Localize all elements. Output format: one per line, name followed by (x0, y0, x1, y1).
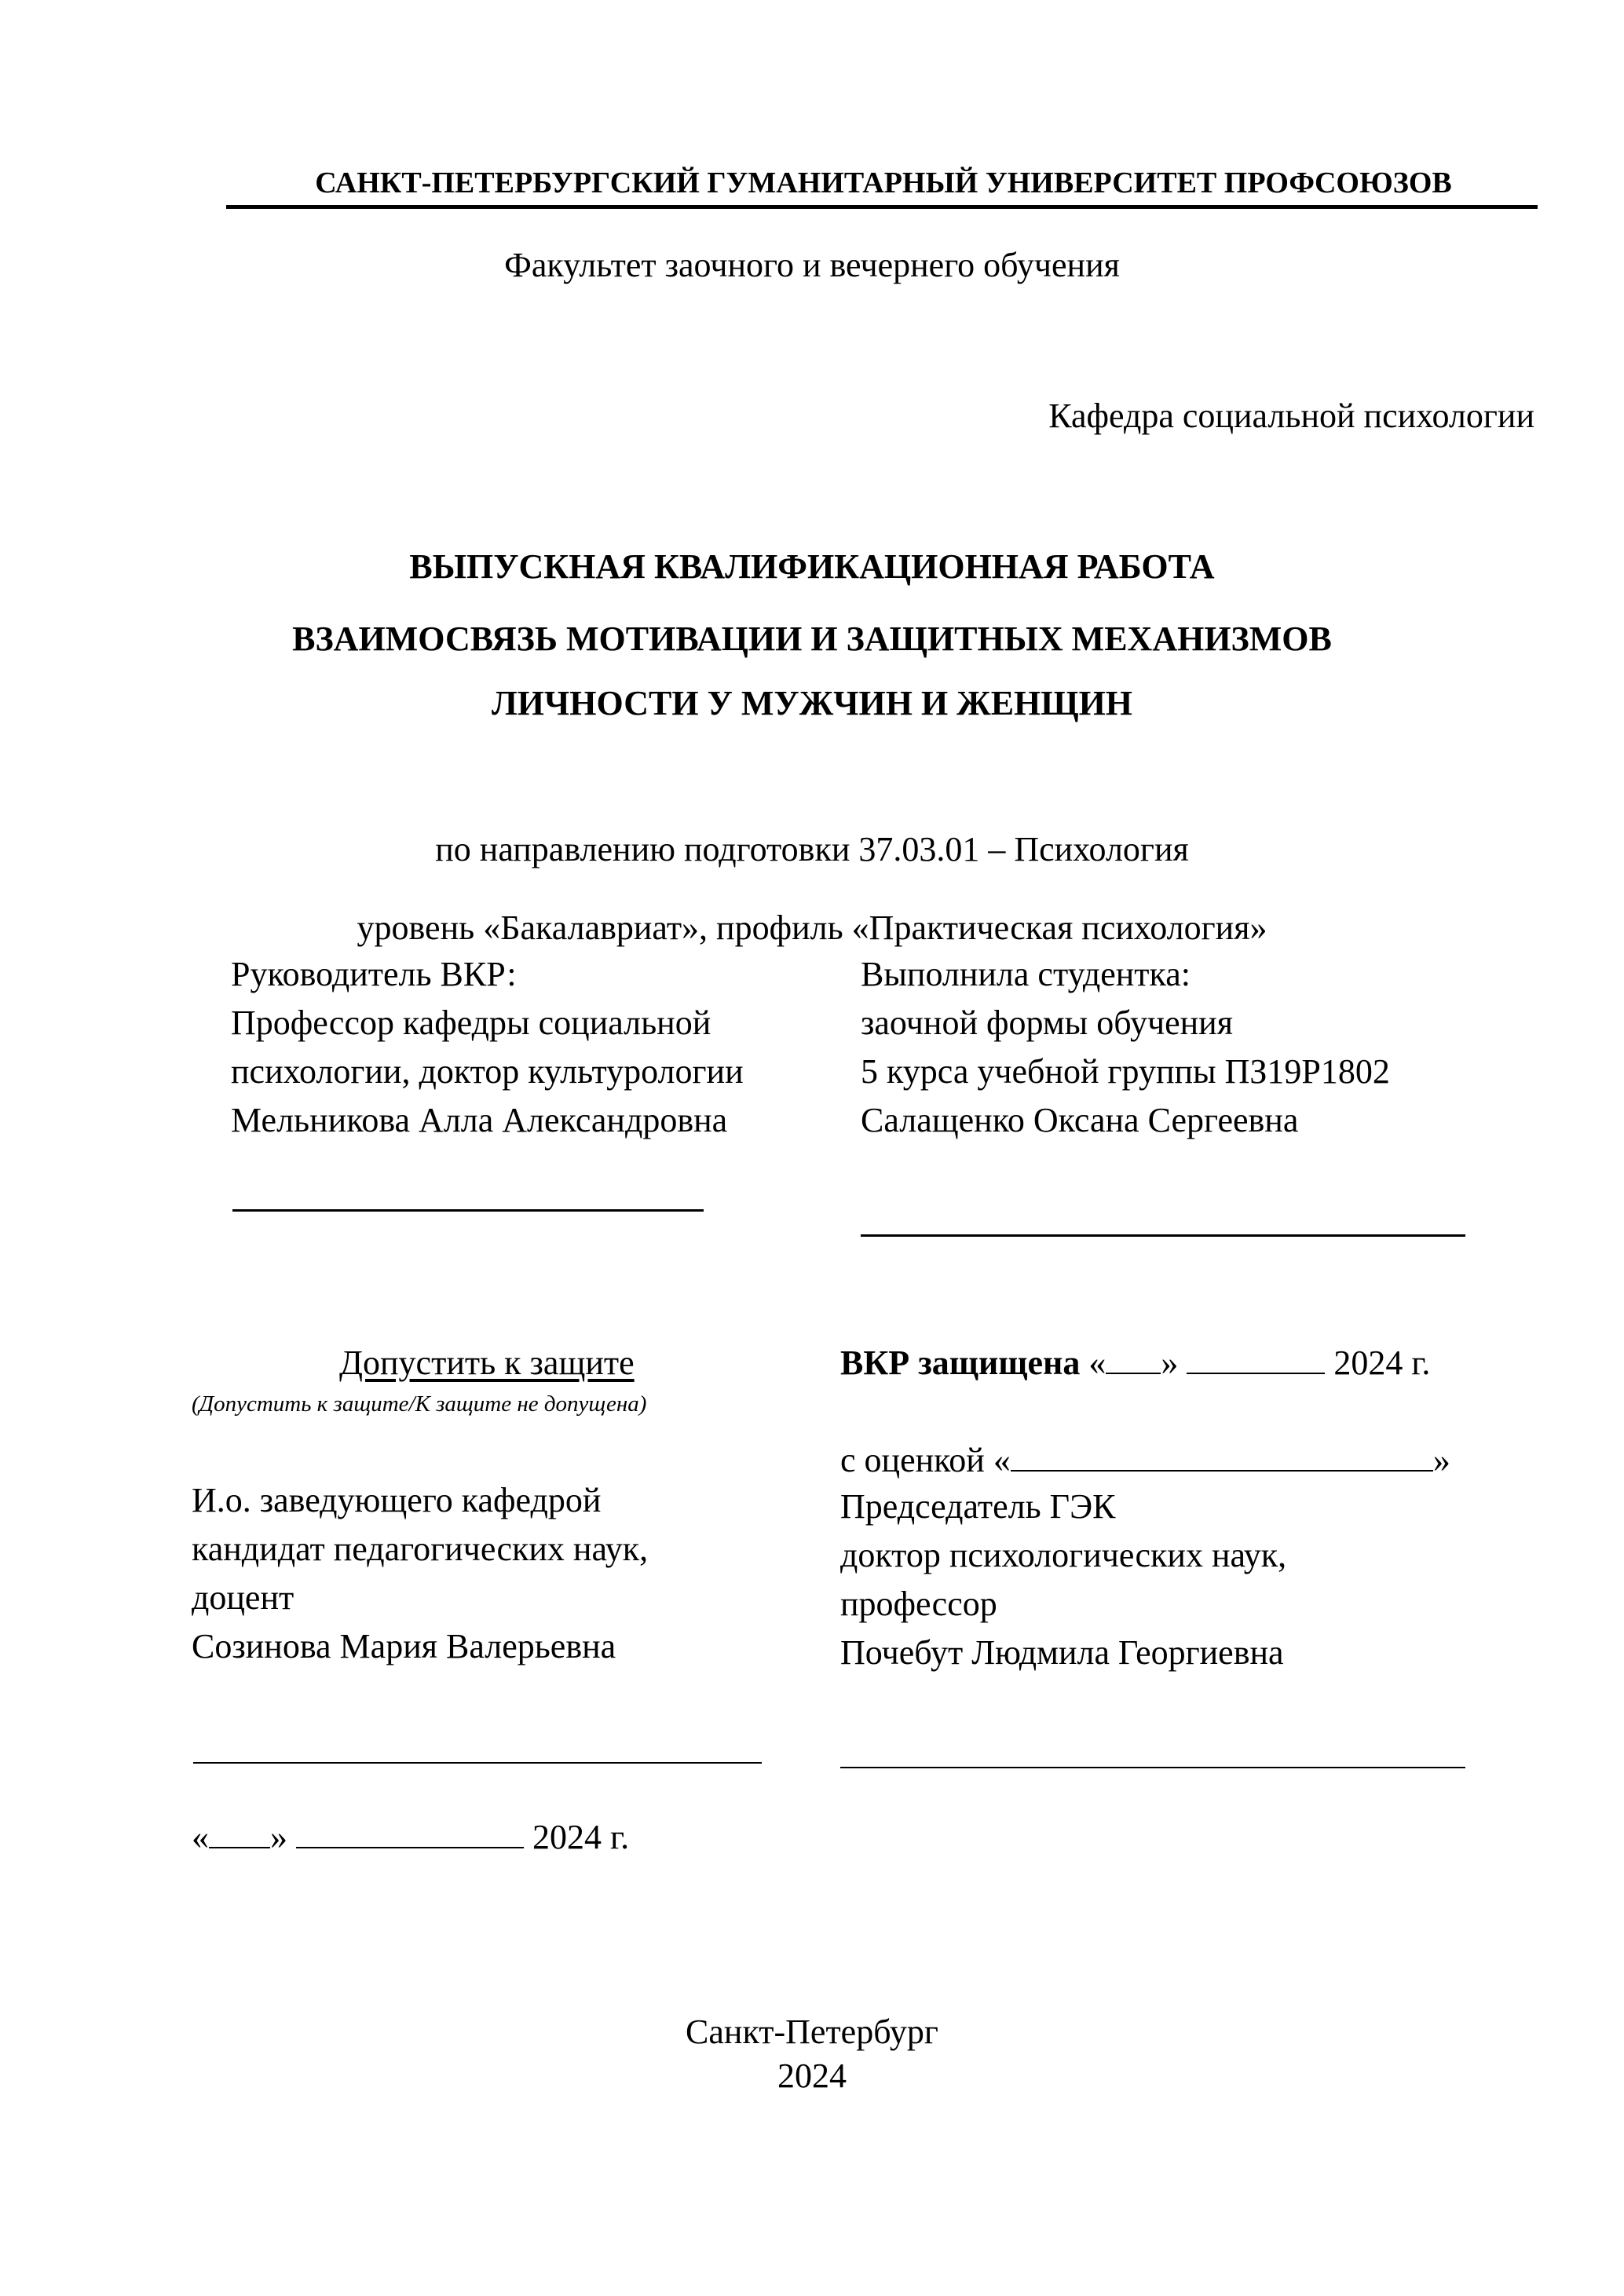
admission-date-open: « (192, 1818, 209, 1856)
supervisor-name: Мельникова Алла Александровна (231, 1101, 728, 1139)
header-rule (226, 205, 1538, 209)
defense-date-year: 2024 г. (1333, 1344, 1431, 1382)
grade-field[interactable] (1011, 1469, 1433, 1472)
supervisor-heading: Руководитель ВКР: (231, 955, 517, 993)
defense-day-field[interactable] (1106, 1372, 1161, 1374)
admission-date-year: 2024 г. (532, 1818, 630, 1856)
student-block (861, 950, 1390, 1145)
title-line-2: ЛИЧНОСТИ У МУЖЧИН И ЖЕНЩИН (491, 684, 1133, 722)
grade-suffix: » (1432, 1441, 1450, 1479)
admission-role-3: доцент (192, 1578, 294, 1617)
chair-role: Председатель ГЭК (840, 1487, 1116, 1526)
admission-date-close: » (270, 1818, 287, 1856)
admission-role-2: кандидат педагогических наук, (192, 1530, 649, 1568)
direction-line-2: уровень «Бакалавриат», профиль «Практическая психология» (357, 909, 1267, 947)
chair-name: Почебут Людмила Георгиевна (840, 1633, 1284, 1672)
faculty-name: Факультет заочного и вечернего обучения (504, 246, 1120, 284)
defense-date-open: « (1088, 1344, 1106, 1382)
admission-date (192, 1820, 629, 1855)
admission-month-field[interactable] (296, 1846, 524, 1848)
student-form: заочной формы обучения (861, 1004, 1233, 1042)
chair-block (840, 1483, 1286, 1677)
student-signature-line[interactable] (861, 1234, 1465, 1237)
chair-signature-line[interactable] (840, 1767, 1465, 1768)
chair-degree: доктор психологических наук, (840, 1536, 1287, 1574)
defense-date-close: » (1161, 1344, 1179, 1382)
student-group: 5 курса учебной группы ПЗ19Р1802 (861, 1052, 1390, 1091)
admission-signatory (192, 1476, 648, 1671)
title-line-1: ВЗАИМОСВЯЗЬ МОТИВАЦИИ И ЗАЩИТНЫХ МЕХАНИЗМОВ (292, 620, 1332, 658)
supervisor-position-1: Профессор кафедры социальной (231, 1004, 711, 1042)
university-name: САНКТ-ПЕТЕРБУРГСКИЙ ГУМАНИТАРНЫЙ УНИВЕРСИТЕТ ПРОФСОЮЗОВ (315, 166, 1452, 199)
defense-grade (840, 1443, 1450, 1478)
admission-hint: (Допустить к защите/К защите не допущена) (192, 1391, 647, 1417)
defense-month-field[interactable] (1187, 1372, 1325, 1374)
supervisor-position-2: психологии, доктор культурологии (231, 1052, 744, 1091)
supervisor-signature-line[interactable] (232, 1209, 704, 1212)
footer-city: Санкт-Петербург (686, 2013, 938, 2051)
admission-signature-line[interactable] (193, 1762, 762, 1764)
footer-year: 2024 (777, 2057, 847, 2095)
direction-line-1: по направлению подготовки 37.03.01 – Психология (435, 830, 1189, 868)
admission-label: Допустить к защите (339, 1344, 635, 1382)
admission-role-1: И.о. заведующего кафедрой (192, 1481, 602, 1519)
admission-day-field[interactable] (209, 1846, 270, 1848)
chair-title: профессор (840, 1585, 997, 1623)
grade-prefix: с оценкой « (840, 1441, 1011, 1479)
work-type: ВЫПУСКНАЯ КВАЛИФИКАЦИОННАЯ РАБОТА (409, 547, 1215, 586)
supervisor-block (231, 950, 744, 1145)
student-name: Салащенко Оксана Сергеевна (861, 1101, 1299, 1139)
student-heading: Выполнила студентка: (861, 955, 1191, 993)
admission-name: Созинова Мария Валерьевна (192, 1627, 616, 1665)
defense-date (840, 1346, 1430, 1380)
defense-label: ВКР защищена (840, 1344, 1081, 1382)
department-name: Кафедра социальной психологии (1048, 397, 1534, 435)
